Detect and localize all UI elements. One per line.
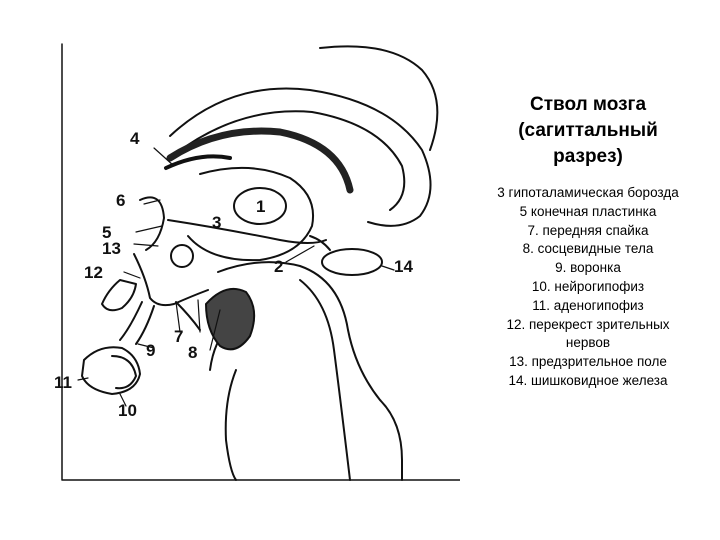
legend-item: 8. сосцевидные тела	[522, 241, 654, 257]
legend-item: 13. предзрительное поле	[509, 354, 667, 370]
legend-item: 10. нейрогипофиз	[531, 278, 645, 294]
figure-label-4: 4	[130, 129, 140, 148]
figure-label-7: 7	[174, 327, 184, 346]
legend-item: 12. перекрест зрительных нервов	[506, 316, 670, 351]
figure-label-5: 5	[102, 223, 112, 242]
figure-label-10: 10	[118, 401, 137, 420]
legend-item: 14. шишковидное железа	[508, 372, 668, 388]
figure-label-3: 3	[212, 213, 222, 232]
figure-label-14: 14	[394, 257, 413, 276]
legend-item: 11. аденогипофиз	[532, 297, 644, 313]
legend-list	[488, 184, 688, 391]
figure-label-13: 13	[102, 239, 121, 258]
figure-label-9: 9	[146, 341, 156, 360]
legend-item: 5 конечная пластинка	[519, 203, 657, 219]
brainstem-sagittal-drawing	[50, 40, 460, 520]
figure-label-1: 1	[256, 197, 266, 216]
caption-panel	[488, 92, 688, 391]
legend-item: 3 гипоталамическая борозда	[497, 185, 679, 200]
anatomical-illustration	[50, 40, 460, 520]
figure-label-6: 6	[116, 191, 126, 210]
legend-item: 9. воронка	[555, 260, 621, 276]
figure-label-2: 2	[274, 257, 284, 276]
legend-item: 7. передняя спайка	[527, 222, 649, 238]
figure-label-11: 11	[54, 373, 72, 392]
slide-title: Ствол мозга (сагиттальный разрез)	[518, 94, 658, 167]
figure-label-12: 12	[84, 263, 103, 282]
figure-label-8: 8	[188, 343, 198, 362]
